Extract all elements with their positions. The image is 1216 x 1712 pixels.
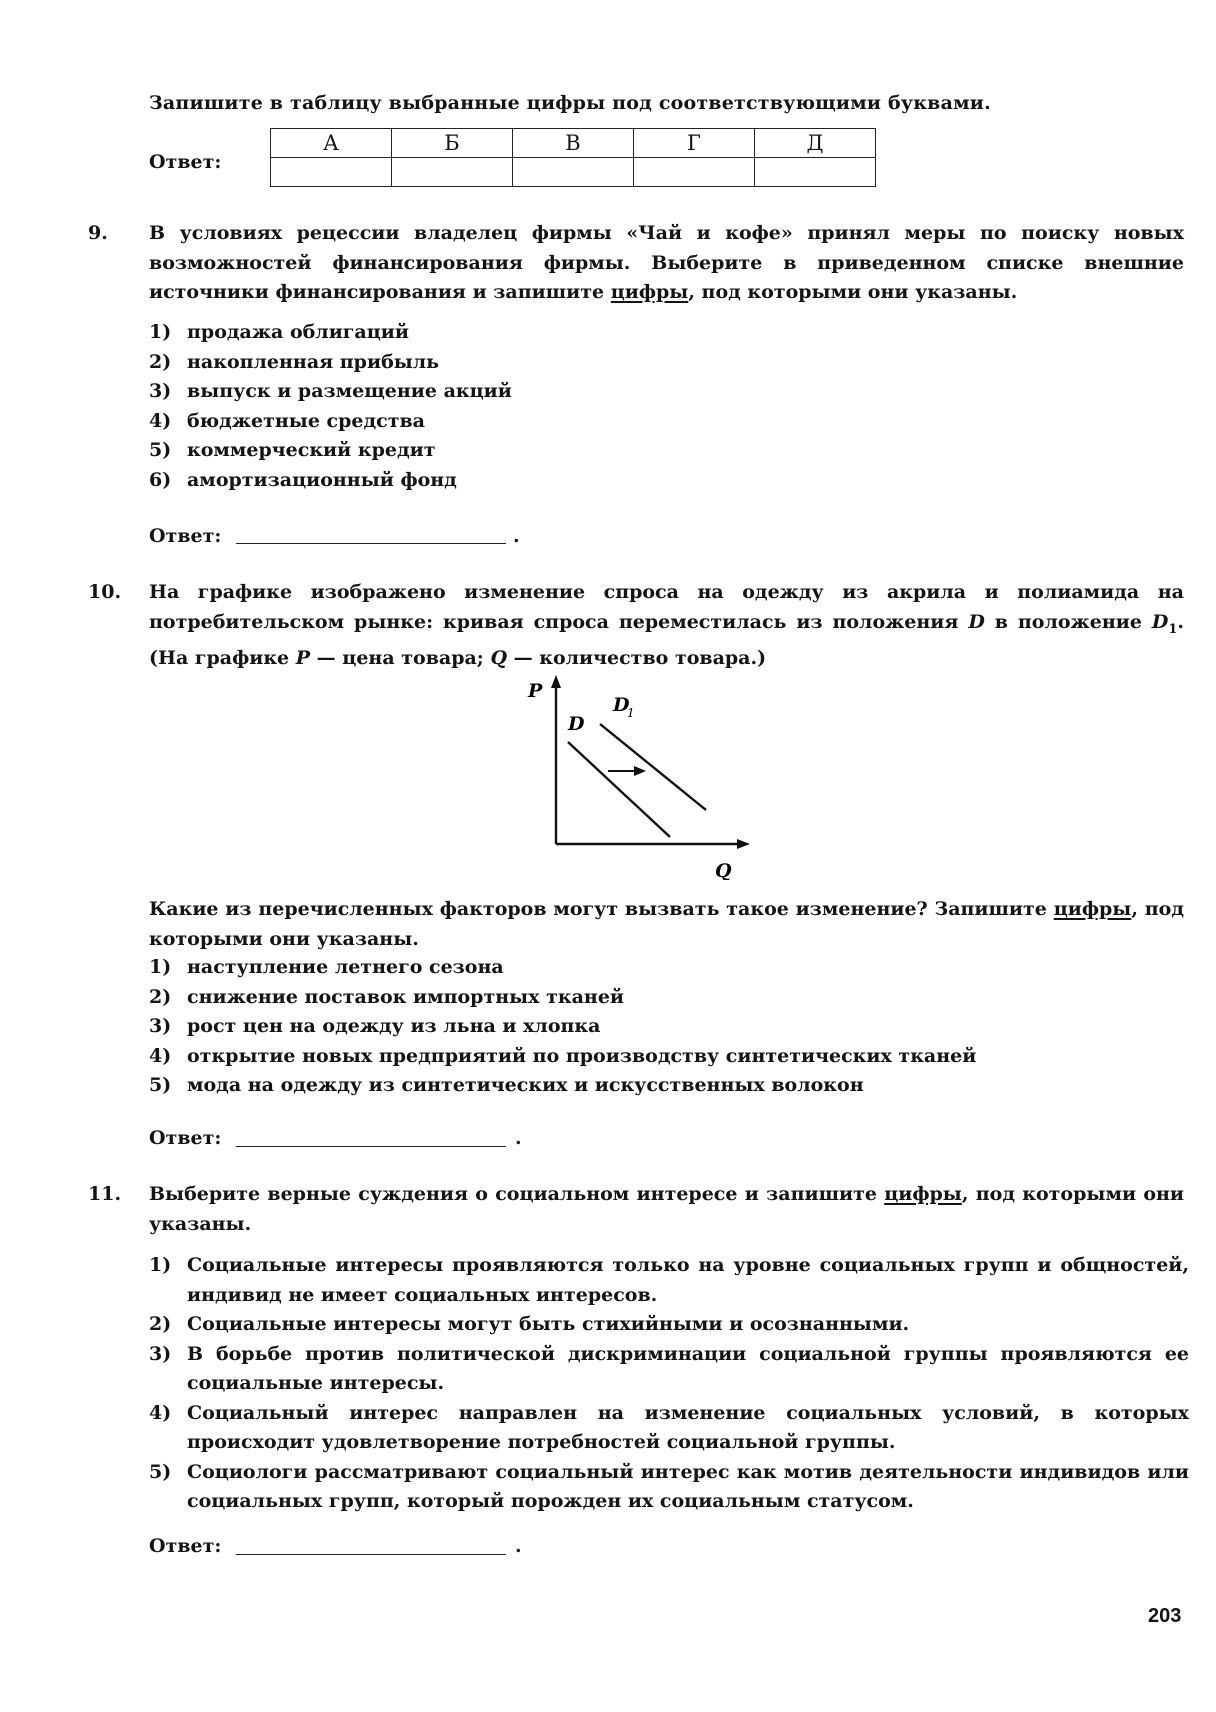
question-10-text: На графике изображено изменение спроса на одежду из акрила и полиамида на потребительском рынке: кривая спроса переместилась из положения D в положение $D_1$. (На графике P — цена товара; Q — количество товара.) [149,581,1184,669]
option-item: 5) Социологи рассматривают социальный интерес как мотив деятельности индивидов или социальных групп, который порожден их социальным статусом. [149,1460,1189,1512]
answer-table-header: А [271,129,392,158]
answer-label: Ответ: [149,525,222,547]
answer-cell[interactable] [271,158,392,187]
answer-table-header: В [513,129,634,158]
keyword-cifry: цифры [610,281,689,303]
right-arrow-icon [634,766,646,776]
answer-table-header: Б [392,129,513,158]
x-axis-arrowhead-icon [737,839,750,849]
demand-curve-d1 [600,724,706,810]
answer-cell[interactable] [513,158,634,187]
demand-curve-d [568,742,670,837]
answer-label: Ответ: [149,1535,222,1557]
answer-table-header-row [271,129,876,158]
answer-label: Ответ: [149,151,222,173]
question-10-options [149,953,976,1101]
option-item: 4) Социальный интерес направлен на изменение социальных условий, в которых происходит удовлетворение потребностей социальной группы. [149,1401,1189,1453]
option-item: 2) Социальные интересы могут быть стихийными и осознанными. [149,1313,910,1335]
option-item: 3) рост цен на одежду из льна и хлопка [149,1015,601,1037]
option-item: 2) накопленная прибыль [149,350,440,373]
question-9-text: В условиях рецессии владелец фирмы «Чай и кофе» принял меры по поиску новых возможностей финансирования фирмы. Выберите в приведенном списке внешние источники финансирования и запишите цифры, под которыми они указаны. [149,222,1184,303]
demand-shift-graph [520,675,760,880]
answer-cell[interactable] [634,158,755,187]
question-11-text: Выберите верные суждения о социальном интересе и запишите цифры, под которыми они указаны. [149,1183,1184,1235]
question-9-options [149,318,512,495]
question-9-number: 9. [88,222,108,244]
keyword-cifry: цифры [884,1183,962,1205]
option-item: 1) наступление летнего сезона [149,956,504,978]
answer-label: Ответ: [149,1127,222,1149]
curve-label-d1: D [613,694,630,716]
option-item: 5) коммерческий кредит [149,439,436,461]
table-instruction: Запишите в таблицу выбранные цифры под соответствующими буквами. [149,92,991,114]
question-11-number: 11. [88,1183,122,1205]
page-number: 203 [1148,1605,1182,1627]
axis-label-q: Q [715,860,732,880]
axis-label-p: P [528,680,543,702]
option-item: 4) открытие новых предприятий по производству синтетических тканей [149,1044,977,1067]
answer-period: . [513,525,520,547]
answer-table-header: Д [755,129,876,158]
option-item: 5) мода на одежду из синтетических и искусственных волокон [149,1074,864,1096]
option-item: 3) В борьбе против политической дискриминации социальной группы проявляются ее социальные интересы. [149,1342,1189,1394]
option-item: 1) Социальные интересы проявляются только на уровне социальных групп и общностей, индивид не имеет социальных интересов. [149,1254,1189,1306]
question-10-prompt: Какие из перечисленных факторов могут вызвать такое изменение? Запишите цифры, под которыми они указаны. [149,898,1184,950]
option-item: 2) снижение поставок импортных тканей [149,985,625,1008]
curve-label-d: D [568,713,585,735]
answer-cell[interactable] [392,158,513,187]
answer-line[interactable] [236,1554,506,1555]
answer-cell[interactable] [755,158,876,187]
keyword-cifry: цифры [1053,898,1132,920]
answer-line[interactable] [236,543,506,544]
option-item: 3) выпуск и размещение акций [149,380,512,402]
question-11-options [149,1251,1189,1517]
answer-table-header: Г [634,129,755,158]
question-10-number: 10. [88,581,122,603]
option-item: 1) продажа облигаций [149,321,409,343]
option-item: 6) амортизационный фонд [149,468,457,491]
answer-table-input-row [271,158,876,187]
answer-line[interactable] [236,1146,506,1147]
option-item: 4) бюджетные средства [149,409,425,432]
answer-period: . [515,1127,522,1149]
answer-period: . [515,1535,522,1557]
answer-table [270,128,876,187]
y-axis-arrowhead-icon [551,675,561,688]
curve-label-d1-subscript: 1 [627,706,635,720]
